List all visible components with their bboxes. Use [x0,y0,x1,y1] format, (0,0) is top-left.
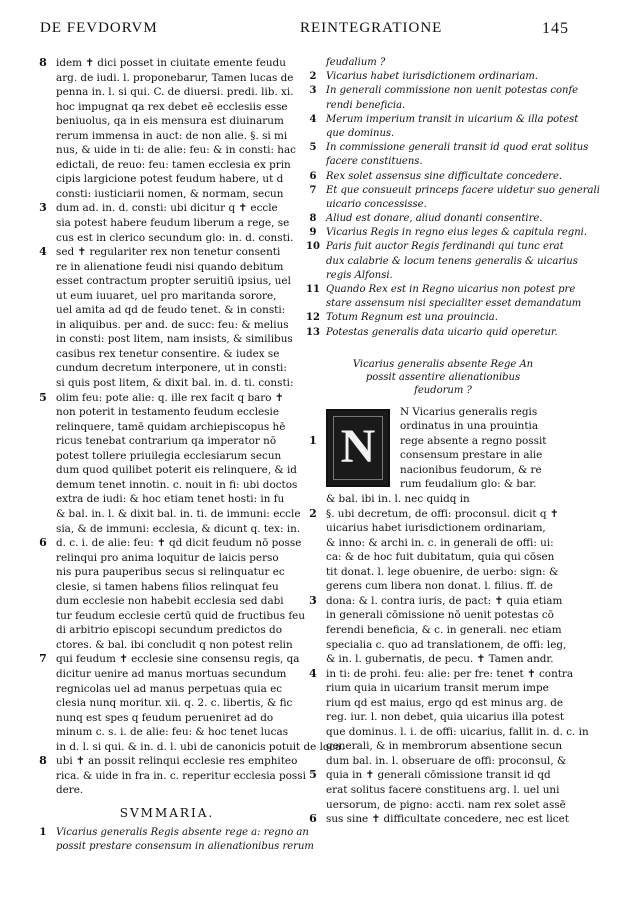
text-line [34,172,300,187]
heading-line: possit assentire alienationibus [365,371,521,383]
note-marker: 8 [39,56,47,69]
line-text: rium quia in uicarium transit merum impe [326,682,549,695]
text-line [34,376,300,391]
text-line [34,725,300,740]
text-line [34,580,300,595]
line-text: In generali commissione non uenit potestas confe [326,85,579,97]
line-text: rium qd est maius, ergo qd est minus arg. de [326,696,564,709]
text-line [34,565,300,580]
text-line [34,754,300,769]
text-line [34,216,300,231]
text-line [34,536,300,551]
text-line [304,710,582,725]
text-line [304,638,582,653]
line-text: stare assensum nisi specialiter esset demandatum [326,298,582,310]
text-line [34,522,300,537]
line-text: rica. & uide in fra in. c. reperitur ecclesia possi [56,769,306,782]
line-text: relinqui pro anima loquitur de laicis perso [56,551,279,564]
line-text: in ti: de prohi. feu: alie: per fre: tenet ✝ contra [326,667,574,680]
note-marker: 1 [309,433,317,447]
text-line [304,565,582,580]
text-line [34,347,300,362]
text-line [34,783,300,798]
text-line [34,769,306,784]
text-line [304,594,582,609]
line-text: facere constituens. [326,156,423,168]
line-text: minum c. s. i. de alie: feu: & hoc tenet lucas [56,726,289,739]
note-marker: 7 [39,652,47,666]
line-text: nunq est spes q feudum perueniret ad do [56,711,274,724]
heading-line: Vicarius generalis absente Rege An [352,358,534,370]
text-line [304,240,582,254]
line-text: erat solitus facere constituens arg. l. uel uni [326,783,560,796]
line-text: tur feudum ecclesie certū quid de fructibus feu [56,609,306,622]
text-line [34,318,300,333]
line-text: Vicarius Regis in regno eius leges & capitula regni. [326,227,588,239]
text-line [304,269,582,283]
text-line [34,551,300,566]
lead-paragraph-lines [304,405,582,492]
line-text: potest tollere priuilegia ecclesiarum secun [56,449,282,462]
line-text: edictali, de reuo: feu: tamen ecclesia ex prin [56,158,291,171]
line-text: dux calabrie & locum tenens generalis & uicarius [326,255,578,267]
text-line [34,696,300,711]
note-marker: 4 [309,113,317,125]
note-marker: 3 [309,85,317,97]
line-text: regnicolas uel ad manus perpetuas quia ec [56,682,283,695]
line-text: Vicarius habet iurisdictionem ordinariam. [326,71,539,83]
text-line [304,113,582,127]
line-text: rerum immensa in auct: de non alie. §. si mi [56,129,288,142]
text-line [304,419,582,434]
text-line [304,768,582,783]
line-text: uicario concessisse. [326,198,427,210]
line-text: ordinatus in una prouintia [400,420,539,433]
line-text: esset contractum propter seruitiū ipsius, uel [56,275,291,288]
line-text: clesia nunq moritur. xii. q. 2. c. libertis, & fic [56,697,293,710]
line-text: beniuolus, qa in eis mensura est diuinarum [56,115,284,128]
line-text: rum feudalium glo: & bar. [400,478,537,491]
section-heading [304,358,582,397]
line-text: specialia c. quo ad translationem, de offi: leg, [326,638,567,651]
text-line [304,536,582,551]
text-line [34,492,300,507]
line-text: arg. de iudi. l. proponebarur, Tamen lucas de [56,71,294,84]
text-line [304,463,582,478]
line-text: re in alienatione feudi nisi quando debitum [56,260,284,273]
running-header [40,20,569,46]
line-text: Potestas generalis data uicario quid operetur. [326,326,558,338]
text-line [304,667,582,682]
text-line [34,71,300,86]
line-text: consensum prestare in alie [400,449,543,462]
note-marker: 13 [306,326,320,338]
line-text: clesie, si tamen habens filios relinquat feu [56,580,279,593]
note-marker: 5 [309,768,317,782]
summaria-list-continued [304,56,600,340]
text-line [304,492,582,507]
text-line [34,638,300,653]
line-text: rendi beneficia. [326,99,406,111]
line-text: si quis post litem, & dixit bal. in. d. ti. consti: [56,377,294,390]
text-line [304,754,582,769]
text-line [304,696,582,711]
line-text: ca: & de hoc fuit dubitatum, quia qui cōsen [326,551,555,564]
text-line [304,798,582,813]
text-line [304,70,582,84]
text-line [34,609,306,624]
line-text: cundum decretum interponere, ut in consti: [56,362,287,375]
note-marker: 11 [306,284,320,295]
line-text: olim feu: pote alie: q. ille rex facit q baro ✝ [56,391,284,404]
text-line [304,783,582,798]
line-text: di arbitrio episcopi secundum predictos do [56,624,282,637]
text-line [304,170,582,184]
note-marker: 6 [309,812,317,826]
line-text: dere. [56,784,84,797]
summaria-title: SVMMARIA. [119,805,215,820]
line-text: Quando Rex est in Regno uicarius non potest pre [326,284,576,295]
note-marker: 3 [309,593,317,607]
text-line [304,226,588,240]
line-text: idem ✝ dici posset in ciuitate emente feudu [56,57,286,69]
text-line [34,420,300,435]
note-marker: 8 [309,213,317,225]
text-line [34,245,300,260]
line-text: Paris fuit auctor Regis ferdinandi qui tunc erat [326,241,564,253]
line-text: & in. l. gubernatis, de pecu. ✝ Tamen andr. [326,653,554,666]
text-line [34,711,300,726]
text-line [34,56,300,71]
lead-paragraph [304,405,582,492]
line-text: ricus tenebat contrarium qa imperator nō [56,435,277,448]
text-line [34,85,300,100]
line-text: ferendi beneficia, & c. in generali. nec etiam [326,623,562,636]
line-text: demum tenet innotin. c. nouit in fi: ubi doctos [56,478,298,491]
line-text: Totum Regnum est una prouincia. [326,312,498,324]
line-text: N Vicarius generalis regis [400,405,538,418]
line-text: reg. iur. l. non debet, quia uicarius illa potest [326,711,565,724]
line-text: uersorum, de pigno: accti. nam rex solet assē [326,798,566,811]
line-text: extra de iudi: & hoc etiam tenet hosti: in fu [56,493,285,506]
header-left: DE FEVDORVM [40,20,158,36]
line-text: generali, & in membrorum absentione secun [326,740,563,753]
line-text: Aliud est donare, aliud donanti consentire. [326,213,543,225]
line-text: nis pura pauperibus secus si relinquatur ec [56,566,285,579]
line-text: que dominus. [326,127,395,139]
line-text: cus est in clerico secundum glo: in. d. consti. [56,231,294,244]
text-line [304,311,582,325]
line-text: nus, & uide in ti: de alie: feu: & in consti: hac [56,144,296,157]
line-text: hoc impugnat qa rex debet eē ecclesiis esse [56,100,288,113]
line-text: penna in. l. si qui. C. de diuersi. predi. lib. xi. [56,86,294,99]
line-text: in generali cōmissione nō uenit potestas cō [326,609,554,622]
initial-letter-glyph: N [340,419,376,473]
text-line [304,521,582,536]
text-line [304,448,582,463]
note-marker: 12 [306,312,320,324]
text-line [304,579,582,594]
line-text: dum ecclesie non habebit ecclesia sed dabi [56,595,284,608]
text-line [34,405,300,420]
note-marker: 6 [309,170,317,182]
text-line [304,550,582,565]
note-marker: 5 [309,142,317,154]
line-text: regis Alfonsi. [326,269,393,281]
line-text: possit prestare consensum in alienationibus rerum [56,841,314,853]
text-line [304,507,582,522]
page-number: 145 [542,20,569,37]
text-line [304,405,582,420]
line-text: uel amita ad qd de feudo tenet. & in consti: [56,304,286,317]
text-line [304,725,589,740]
line-text: dum ad. in. d. consti: ubi dicitur q ✝ eccle [56,202,278,215]
line-text: nacionibus feudorum, & re [400,463,542,476]
line-text: gerens cum libera non donat. l. filius. ff. de [326,580,553,593]
line-text: d. c. i. de alie: feu: ✝ qd dicit feudum nō posse [56,537,302,550]
line-text: ut eum iuuaret, uel pro maritanda sorore, [56,289,277,302]
text-line [34,594,300,609]
text-line [304,212,582,226]
text-line [34,463,300,478]
line-text: ctores. & bal. ibi concludit q non potest relin [56,638,293,651]
line-text: ubi ✝ an possit relinqui ecclesie res emphiteo [56,755,298,768]
line-text: relinquere, tamē quidam archiepiscopus hē [56,420,286,433]
text-line [34,507,300,522]
text-line [304,184,600,198]
note-marker: 6 [39,536,47,550]
text-line [34,434,300,449]
text-line [34,129,300,144]
line-text: Rex solet assensus sine difficultate concedere. [326,170,563,182]
line-text: casibus rex tenetur consentire. & iudex se [56,347,280,360]
note-marker: 4 [39,245,47,259]
header-center: REINTEGRATIONE [300,20,443,36]
line-text: dum quod quilibet poterit eis relinquere, & id [56,464,297,477]
text-line [34,332,300,347]
text-line [34,158,300,173]
line-text: & inno: & archi in. c. in generali de offi: ui: [326,536,554,549]
line-text: tit donat. l. lege obuenire, de uerbo: sign: & [326,565,559,578]
text-line [34,826,309,840]
text-line [34,289,300,304]
note-marker: 2 [309,506,317,520]
line-text: dona: & l. contra iuris, de pact: ✝ quia etiam [326,594,563,607]
line-text: feudalium ? [326,57,386,68]
note-marker: 9 [309,227,317,239]
line-text: & bal. in. l. & dixit bal. in. ti. de immuni: eccle [56,507,301,520]
text-line [304,155,582,169]
line-text: cipis largicione potest feudum habere, ut d [56,173,284,186]
text-line [304,681,582,696]
line-text: §. ubi decretum, de offi: proconsul. dicit q ✝ [326,507,559,520]
summaria-list-start [34,826,314,854]
line-text: dicitur uenire ad manus mortuas secundum [56,667,287,680]
text-line [304,56,582,70]
text-line [304,297,582,311]
line-text: qui feudum ✝ ecclesie sine consensu regis, qa [56,653,300,666]
text-line [34,201,300,216]
right-column [304,56,600,827]
line-text: rege absente a regno possit [400,434,547,447]
line-text: sia, & de immuni: ecclesia, & dicunt q. tex: in. [56,522,301,535]
text-line [34,231,300,246]
line-text: In commissione generali transit id quod erat solitus [326,142,589,154]
text-line [304,99,582,113]
text-line [34,449,300,464]
text-line [34,100,300,115]
text-line [304,608,582,623]
text-line [34,303,300,318]
line-text: non poterit in testamento feudum ecclesie [56,406,279,419]
text-line [304,198,582,212]
note-marker: 8 [39,754,47,768]
line-text: Vicarius generalis Regis absente rege a: regno an [56,826,309,838]
text-line [304,283,582,297]
line-text: Et que consueuit princeps facere uidetur suo generali [326,184,600,196]
text-line [34,260,300,275]
text-line [304,739,582,754]
text-line [304,434,582,449]
text-line [34,274,300,289]
text-line [34,114,300,129]
line-text: sia potest habere feudum liberum a rege, se [56,217,290,230]
note-marker: 1 [39,826,47,838]
note-marker: 3 [39,201,47,215]
note-marker: 10 [306,241,320,253]
line-text: quia in ✝ generali cōmissione transit id qd [326,769,551,782]
text-line [34,840,314,854]
line-text: & bal. ibi in. l. nec quidq in [326,493,470,506]
line-text: consti: iusticiarii nomen, & normam, secun [56,187,284,200]
text-line [34,740,345,755]
text-line [304,127,582,141]
line-text: sus sine ✝ difficultate concedere, nec est licet [326,813,569,826]
note-marker: 7 [309,184,317,196]
text-line [34,143,300,158]
text-line [304,84,582,98]
text-line [304,141,589,155]
text-line [304,812,582,827]
line-text: que dominus. l. i. de offi: uicarius, fallit in. d. c. in [326,725,589,738]
line-text: uicarius habet iurisdictionem ordinariam, [326,522,546,535]
line-text: in consti: post litem, nam insists, & similibus [56,333,293,346]
line-text: in aliquibus. per and. de succ: feu: & melius [56,318,289,331]
right-body-text [304,492,589,827]
text-line [34,652,300,667]
text-line [304,255,582,269]
line-text: Merum imperium transit in uicarium & illa potest [326,113,579,125]
heading-line: feudorum ? [414,384,472,396]
line-text: sed ✝ regulariter rex non tenetur consenti [56,246,281,259]
text-line [34,391,300,406]
text-line [304,623,582,638]
note-marker: 2 [309,71,317,83]
text-line [304,652,582,667]
text-line [34,478,300,493]
text-line [34,667,300,682]
text-line [34,623,300,638]
text-line [34,361,300,376]
text-line [34,187,300,202]
line-text: dum bal. in. l. obseruare de offi: proconsul, & [326,754,567,767]
text-line [304,326,582,340]
note-marker: 5 [39,390,47,404]
line-text: in d. l. si qui. & in. d. l. ubi de canonicis potuit de loca. [56,740,345,753]
text-line [34,682,300,697]
text-line [304,477,582,492]
note-marker: 4 [309,666,317,680]
